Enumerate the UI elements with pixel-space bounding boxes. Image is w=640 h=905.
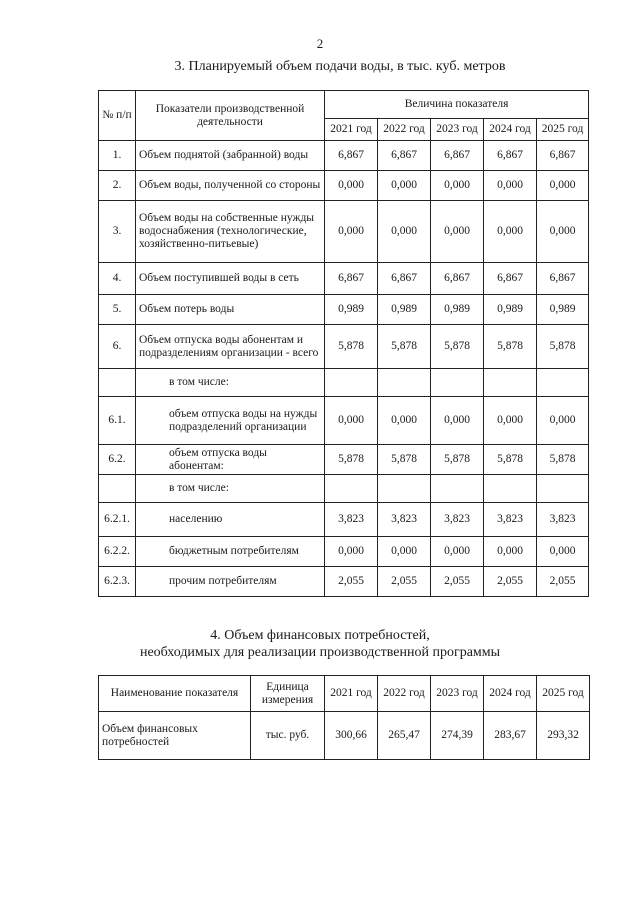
year-header: 2024 год: [484, 676, 537, 712]
table-row: [99, 369, 589, 397]
value-cell: [431, 369, 484, 397]
value-cell: 5,878: [537, 325, 589, 369]
value-cell: 6,867: [431, 263, 484, 295]
table-row: [99, 325, 589, 369]
row-number: 3.: [99, 201, 136, 263]
table-row: [99, 445, 589, 475]
value-cell: 5,878: [325, 325, 378, 369]
table-row: [99, 712, 590, 760]
row-number: 6.2.3.: [99, 567, 136, 597]
value-cell: 0,989: [537, 295, 589, 325]
value-cell: 5,878: [431, 325, 484, 369]
table-row: [99, 295, 589, 325]
table-row: [99, 397, 589, 445]
value-cell: 6,867: [325, 263, 378, 295]
value-cell: [378, 475, 431, 503]
value-cell: 0,000: [484, 397, 537, 445]
value-cell: 0,000: [325, 201, 378, 263]
value-cell: 6,867: [537, 263, 589, 295]
row-number: 6.2.1.: [99, 503, 136, 537]
col-num-header: № п/п: [99, 91, 136, 141]
value-cell: 0,000: [325, 171, 378, 201]
value-cell: 6,867: [325, 141, 378, 171]
year-header: 2021 год: [325, 676, 378, 712]
row-label: объем отпуска воды абонентам:: [136, 445, 325, 475]
row-label: Объем воды на собственные нужды водоснабжения (технологические, хозяйственно-питьевые): [136, 201, 325, 263]
row-label: Объем поступившей воды в сеть: [136, 263, 325, 295]
row-label: объем отпуска воды на нужды подразделений организации: [136, 397, 325, 445]
value-cell: 0,000: [431, 201, 484, 263]
value-cell: 2,055: [325, 567, 378, 597]
page-number: 2: [316, 36, 324, 51]
value-cell: 0,000: [378, 171, 431, 201]
value-cell: [325, 475, 378, 503]
row-label: Объем отпуска воды абонентам и подразделениям организации - всего: [136, 325, 325, 369]
row-number: [99, 369, 136, 397]
unit-cell: тыс. руб.: [251, 712, 325, 760]
row-label: бюджетным потребителям: [136, 537, 325, 567]
year-header: 2025 год: [537, 676, 590, 712]
row-label: в том числе:: [136, 475, 325, 503]
row-label: Объем поднятой (забранной) воды: [136, 141, 325, 171]
value-cell: 0,000: [378, 537, 431, 567]
value-cell: 2,055: [431, 567, 484, 597]
table4-body: [99, 712, 590, 760]
table-row: [99, 537, 589, 567]
table-row: [99, 567, 589, 597]
value-cell: 0,000: [378, 201, 431, 263]
value-cell: 0,000: [537, 171, 589, 201]
value-cell: 6,867: [537, 141, 589, 171]
value-cell: [378, 369, 431, 397]
value-cell: 2,055: [378, 567, 431, 597]
year-header: 2025 год: [537, 119, 589, 141]
table-row: [99, 141, 589, 171]
financial-needs-table: [98, 675, 590, 760]
col-name-header: Показатели производственной деятельности: [136, 91, 325, 141]
value-cell: [484, 369, 537, 397]
value-cell: [537, 475, 589, 503]
row-number: 6.2.2.: [99, 537, 136, 567]
value-cell: [537, 369, 589, 397]
value-cell: [484, 475, 537, 503]
value-cell: 0,000: [431, 397, 484, 445]
row-label: Объем потерь воды: [136, 295, 325, 325]
value-cell: 5,878: [537, 445, 589, 475]
value-cell: 0,000: [537, 201, 589, 263]
value-cell: 0,000: [484, 537, 537, 567]
value-cell: 0,000: [431, 171, 484, 201]
value-cell: 6,867: [378, 263, 431, 295]
year-header: 2022 год: [378, 676, 431, 712]
value-header: Величина показателя: [325, 91, 589, 119]
row-number: 1.: [99, 141, 136, 171]
year-header: 2022 год: [378, 119, 431, 141]
row-number: 6.2.: [99, 445, 136, 475]
value-cell: 5,878: [484, 445, 537, 475]
value-cell: 0,000: [537, 397, 589, 445]
value-cell: 3,823: [537, 503, 589, 537]
table4-header-row: [99, 676, 590, 712]
row-number: 6.1.: [99, 397, 136, 445]
col-name-header: Наименование показателя: [99, 676, 251, 712]
row-number: 2.: [99, 171, 136, 201]
value-cell: 0,000: [484, 201, 537, 263]
value-cell: 274,39: [431, 712, 484, 760]
year-header: 2024 год: [484, 119, 537, 141]
value-cell: 0,000: [537, 537, 589, 567]
year-header: 2021 год: [325, 119, 378, 141]
value-cell: 6,867: [378, 141, 431, 171]
value-cell: 5,878: [325, 445, 378, 475]
value-cell: 0,000: [378, 397, 431, 445]
row-label: Объем финансовых потребностей: [99, 712, 251, 760]
value-cell: 0,989: [431, 295, 484, 325]
value-cell: 293,32: [537, 712, 590, 760]
value-cell: 0,000: [431, 537, 484, 567]
value-cell: 2,055: [537, 567, 589, 597]
value-cell: 3,823: [431, 503, 484, 537]
row-label: населению: [136, 503, 325, 537]
table-row: [99, 503, 589, 537]
value-cell: 6,867: [431, 141, 484, 171]
value-cell: 3,823: [484, 503, 537, 537]
table-row: [99, 475, 589, 503]
value-cell: 265,47: [378, 712, 431, 760]
table4-title-line1: 4. Объем финансовых потребностей,: [210, 628, 430, 643]
value-cell: 5,878: [378, 445, 431, 475]
row-label: прочим потребителям: [136, 567, 325, 597]
value-cell: 5,878: [378, 325, 431, 369]
row-label: в том числе:: [136, 369, 325, 397]
value-cell: 0,989: [325, 295, 378, 325]
value-cell: 3,823: [378, 503, 431, 537]
table-row: [99, 171, 589, 201]
value-cell: 2,055: [484, 567, 537, 597]
value-cell: 0,000: [325, 397, 378, 445]
value-cell: 0,989: [378, 295, 431, 325]
value-cell: 6,867: [484, 141, 537, 171]
table3-title: 3. Планируемый объем подачи воды, в тыс. куб. метров: [174, 59, 506, 74]
value-cell: [325, 369, 378, 397]
year-header: 2023 год: [431, 119, 484, 141]
value-cell: 0,989: [484, 295, 537, 325]
value-cell: 300,66: [325, 712, 378, 760]
table3-body: [99, 141, 589, 597]
table-row: [99, 201, 589, 263]
table4-title-line2: необходимых для реализации производственной программы: [139, 645, 501, 660]
water-supply-table: [98, 90, 589, 597]
row-number: 4.: [99, 263, 136, 295]
row-number: 5.: [99, 295, 136, 325]
col-unit-header: Единица измерения: [251, 676, 325, 712]
value-cell: 5,878: [484, 325, 537, 369]
row-number: 6.: [99, 325, 136, 369]
value-cell: 5,878: [431, 445, 484, 475]
year-header: 2023 год: [431, 676, 484, 712]
value-cell: 0,000: [484, 171, 537, 201]
row-label: Объем воды, полученной со стороны: [136, 171, 325, 201]
row-number: [99, 475, 136, 503]
value-cell: 3,823: [325, 503, 378, 537]
value-cell: 283,67: [484, 712, 537, 760]
table-row: [99, 263, 589, 295]
value-cell: 0,000: [325, 537, 378, 567]
value-cell: [431, 475, 484, 503]
value-cell: 6,867: [484, 263, 537, 295]
